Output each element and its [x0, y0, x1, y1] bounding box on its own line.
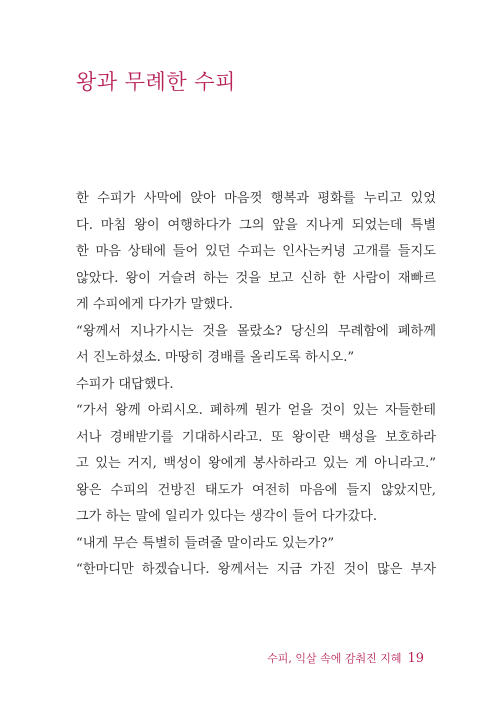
body-line: “내게 무슨 특별히 들려줄 말이라도 있는가?” — [76, 535, 335, 551]
body-line: 왕은 수피의 건방진 태도가 여전히 마음에 들지 않았지만, — [76, 482, 436, 498]
body-line: 수피가 대답했다. — [76, 376, 174, 392]
body-line: 게 수피에게 다가가 말했다. — [76, 297, 233, 312]
body-line: “가서 왕께 아뢰시오. 폐하께 뭔가 얻을 것이 있는 자들한테 — [76, 403, 436, 418]
body-line: “한마디만 하겠습니다. 왕께서는 지금 가진 것이 많은 부자 — [76, 562, 436, 577]
body-line: “왕께서 지나가시는 것을 몰랐소? 당신의 무례함에 폐하께 — [76, 323, 436, 339]
body-line: 한 수피가 사막에 앉아 마음껏 행복과 평화를 누리고 있었 — [76, 191, 436, 206]
body-line: 그가 하는 말에 일리가 있다는 생각이 들어 다가갔다. — [76, 509, 378, 524]
page-number: 19 — [407, 651, 424, 666]
body-line: 한 마음 상태에 들어 있던 수피는 인사는커녕 고개를 들지도 — [76, 244, 436, 259]
body-line: 고 있는 거지, 백성이 왕에게 봉사하라고 있는 게 아니라고.” — [76, 456, 436, 471]
page-footer — [267, 650, 424, 666]
body-line: 다. 마침 왕이 여행하다가 그의 앞을 지나게 되었는데 특별 — [76, 217, 436, 233]
body-line: 서 진노하셨소. 마땅히 경배를 올리도록 하시오.” — [76, 350, 355, 365]
body-line: 서나 경배받기를 기대하시라고. 또 왕이란 백성을 보호하라 — [76, 429, 436, 445]
body-text — [76, 186, 436, 584]
chapter-title: 왕과 무례한 수피 — [76, 70, 236, 94]
running-title: 수피, 익살 속에 감춰진 지혜 — [267, 652, 402, 665]
body-line: 않았다. 왕이 거슬려 하는 것을 보고 신하 한 사람이 재빠르 — [76, 270, 436, 286]
